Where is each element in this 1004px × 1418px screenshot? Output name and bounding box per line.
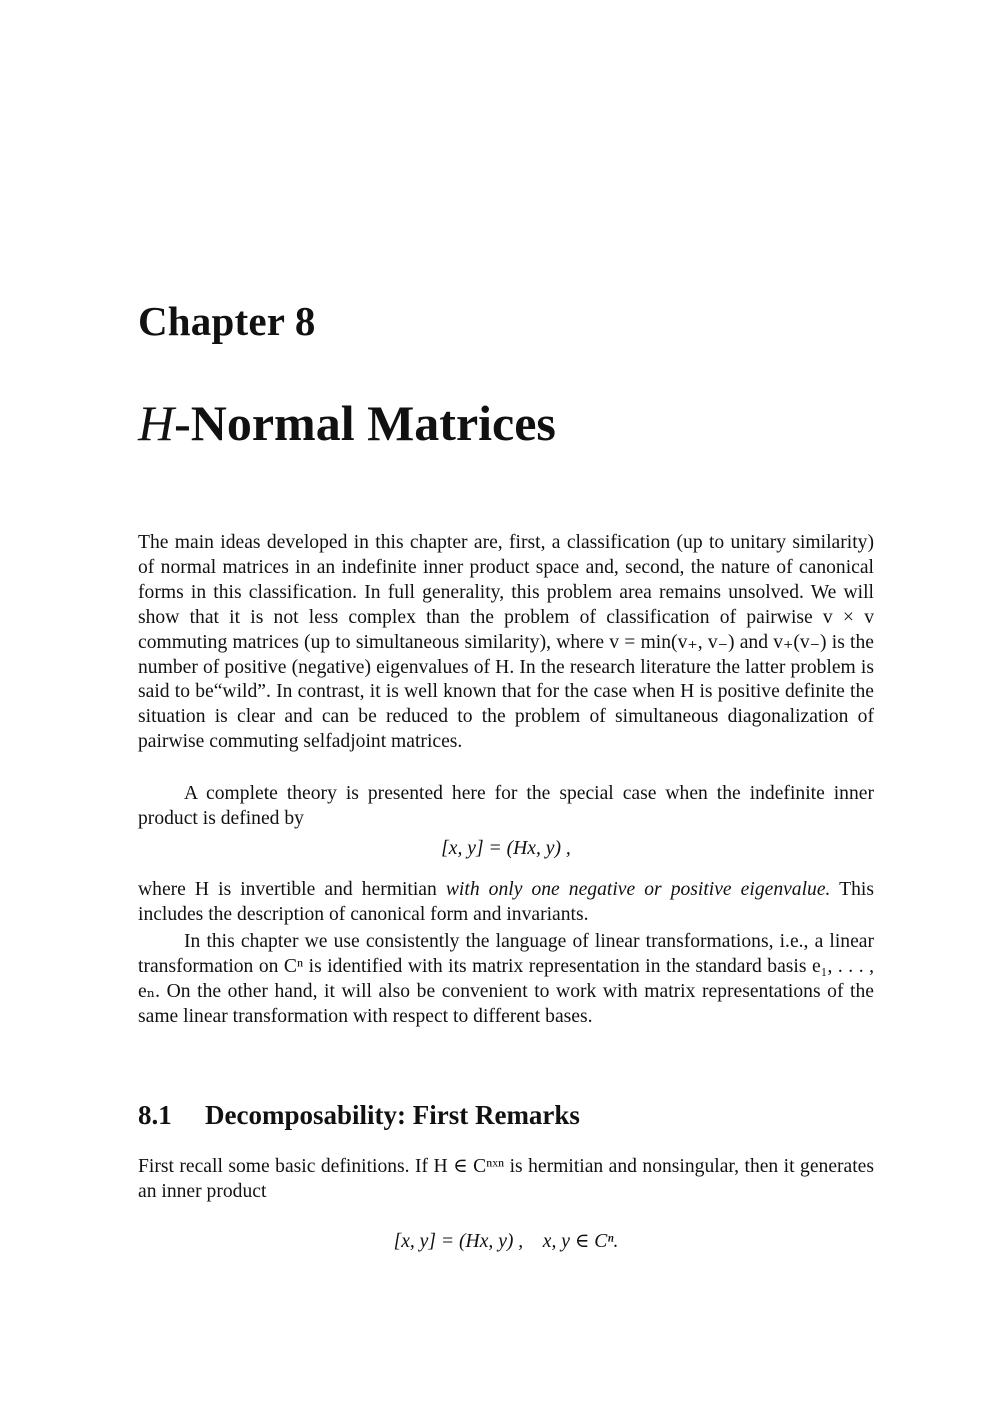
hermitian-paragraph-emphasis: with only one negative or positive eigenvalue. — [445, 879, 831, 900]
definitions-paragraph: First recall some basic definitions. If H ∈ Cⁿˣⁿ is hermitian and nonsingular, then it generates an inner product — [138, 1156, 874, 1202]
linear-transformations-paragraph: In this chapter we use consistently the language of linear transformations, i.e., a linear transformation on Cⁿ is identified with its matrix representation in the standard basis e₁, . . . , eₙ. On the other hand, it will also be convenient to work with matrix representations of the same linear transformation with respect to different bases. — [138, 931, 874, 1027]
hermitian-paragraph — [138, 878, 874, 928]
chapter-label: Chapter 8 — [138, 298, 316, 344]
hermitian-paragraph-start: where H is invertible and hermitian — [138, 879, 446, 900]
section-heading — [138, 1097, 580, 1133]
chapter-title-text: -Normal Matrices — [174, 395, 556, 451]
chapter-title-symbol: H — [138, 395, 175, 451]
theory-paragraph: A complete theory is presented here for the special case when the indefinite inner product is defined by — [138, 783, 874, 829]
inner-product-definition-equation: [x, y] = (Hx, y) , x, y ∈ Cⁿ. — [393, 1231, 619, 1252]
chapter-title — [138, 392, 556, 454]
inner-product-equation: [x, y] = (Hx, y) , — [441, 838, 571, 859]
section-number: 8.1 — [138, 1100, 172, 1130]
intro-paragraph: The main ideas developed in this chapter are, first, a classification (up to unitary similarity) of normal matrices in an indefinite inner product space and, second, the nature of canonical forms in this classification. In full generality, this problem area remains unsolved. We will show that it is not less complex than the problem of classification of pairwise v × v commuting matrices (up to simultaneous similarity), where v = min(v₊, v₋) and v₊(v₋) is the number of positive (negative) eigenvalues of H. In the research literature the latter problem is said to be“wild”. In contrast, it is well known that for the case when H is positive definite the situation is clear and can be reduced to the problem of simultaneous diagonalization of pairwise commuting selfadjoint matrices. — [138, 532, 874, 753]
hermitian-paragraph-end: This includes the description of canonical form and invariants. — [138, 879, 874, 925]
section-title: Decomposability: First Remarks — [205, 1100, 580, 1130]
